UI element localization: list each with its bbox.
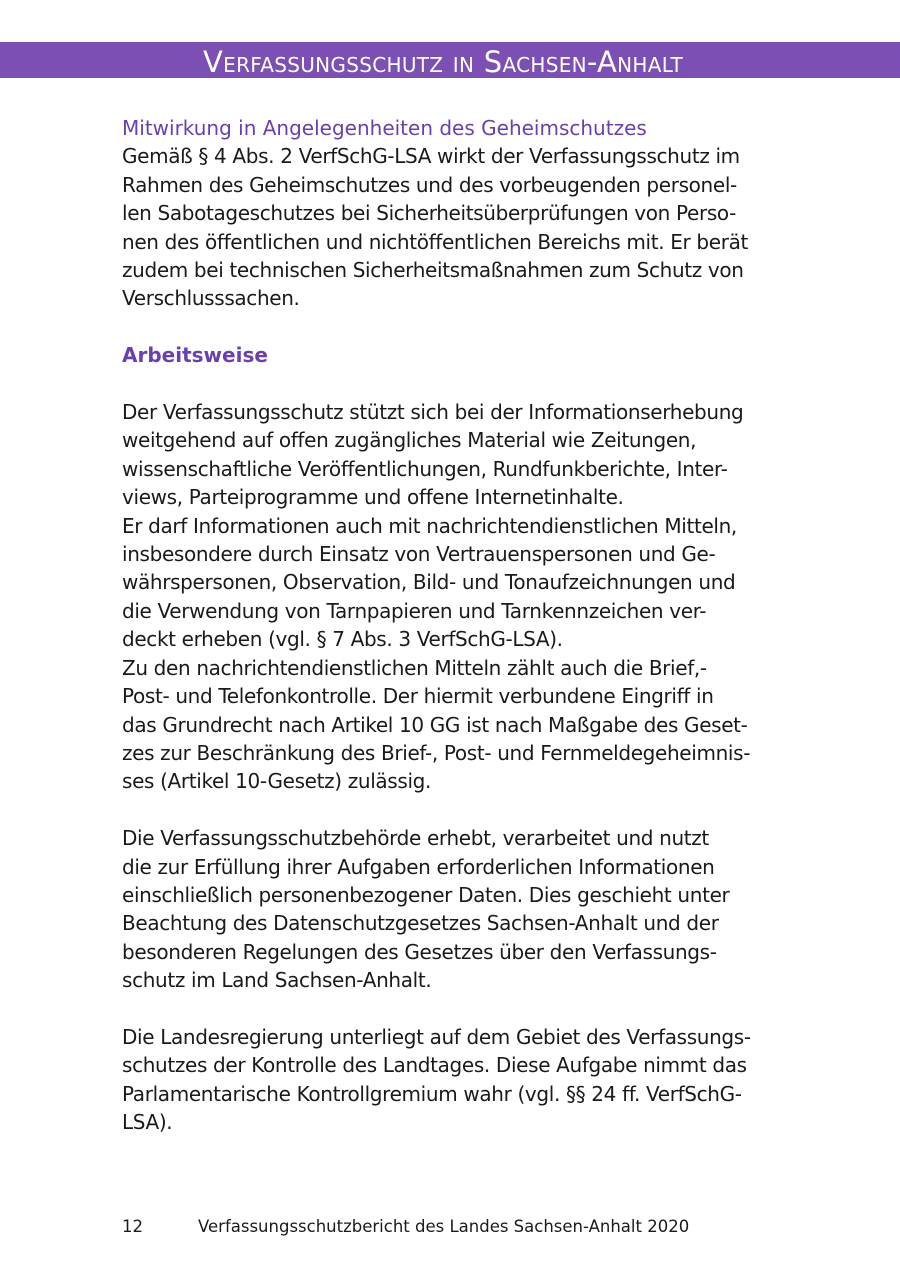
text-line: die zur Erfüllung ihrer Aufgaben erforderlichen Informationen (122, 854, 715, 879)
text-line: len Sabotageschutzes bei Sicherheitsüberprüfungen von Perso- (122, 201, 737, 226)
text-line: Parlamentarische Kontrollgremium wahr (vgl. §§ 24 ff. VerfSchG- (122, 1081, 742, 1106)
text-line: Gemäß § 4 Abs. 2 VerfSchG-LSA wirkt der Verfassungsschutz im (122, 144, 740, 169)
text-line: das Grundrecht nach Artikel 10 GG ist nach Maßgabe des Geset- (122, 712, 748, 737)
paragraph-gap (122, 796, 792, 824)
main-content (122, 114, 792, 1137)
section-heading-arbeitsweise: Arbeitsweise (122, 343, 268, 368)
text-line: Rahmen des Geheimschutzes und des vorbeugenden personel- (122, 172, 737, 197)
text-line: besonderen Regelungen des Gesetzes über den Verfassungs- (122, 939, 717, 964)
text-line: Post- und Telefonkontrolle. Der hiermit verbundene Eingriff in (122, 684, 714, 709)
text-line: einschließlich personenbezogener Daten. Dies geschieht unter (122, 882, 730, 907)
text-line: Verschlusssachen. (122, 286, 300, 311)
page-title: Verfassungsschutz in Sachsen-Anhalt (203, 45, 683, 79)
text-line: Beachtung des Datenschutzgesetzes Sachsen-Anhalt und der (122, 911, 719, 936)
text-line: ses (Artikel 10-Gesetz) zulässig. (122, 769, 432, 794)
paragraph-gap (122, 313, 792, 341)
text-line: Zu den nachrichtendienstlichen Mitteln zählt auch die Brief,- (122, 655, 707, 680)
text-line: views, Parteiprogramme und offene Internetinhalte. (122, 485, 624, 510)
text-line: LSA). (122, 1110, 173, 1135)
paragraph-datenverarbeitung (122, 824, 792, 994)
text-line: Die Landesregierung unterliegt auf dem Gebiet des Verfassungs- (122, 1024, 751, 1049)
text-line: zudem bei technischen Sicherheitsmaßnahmen zum Schutz von (122, 258, 744, 283)
paragraph-kontrolle (122, 1023, 792, 1137)
text-line: Die Verfassungsschutzbehörde erhebt, verarbeitet und nutzt (122, 826, 709, 851)
header-band (0, 42, 900, 78)
text-line: nen des öffentlichen und nichtöffentlichen Bereichs mit. Er berät (122, 229, 748, 254)
paragraph-informationserhebung (122, 398, 792, 796)
text-line: schutz im Land Sachsen-Anhalt. (122, 968, 432, 993)
paragraph-gap (122, 995, 792, 1023)
section-heading-geheimschutz: Mitwirkung in Angelegenheiten des Geheimschutzes (122, 116, 647, 140)
text-line: wissenschaftliche Veröffentlichungen, Rundfunkberichte, Inter- (122, 456, 728, 481)
paragraph-gap (122, 370, 792, 398)
text-line: Er darf Informationen auch mit nachrichtendienstlichen Mitteln, (122, 513, 737, 538)
text-line: insbesondere durch Einsatz von Vertrauenspersonen und Ge- (122, 542, 716, 567)
page-footer (122, 1216, 689, 1238)
text-line: Der Verfassungsschutz stützt sich bei der Informationserhebung (122, 400, 744, 425)
text-line: währspersonen, Observation, Bild- und Tonaufzeichnungen und (122, 570, 736, 595)
text-line: deckt erheben (vgl. § 7 Abs. 3 VerfSchG-LSA). (122, 627, 563, 652)
text-line: schutzes der Kontrolle des Landtages. Diese Aufgabe nimmt das (122, 1053, 747, 1078)
page-number: 12 (122, 1217, 143, 1236)
text-line: zes zur Beschränkung des Brief-, Post- und Fernmeldegeheimnis- (122, 740, 751, 765)
paragraph-geheimschutz (122, 142, 792, 312)
publication-title: Verfassungsschutzbericht des Landes Sachsen-Anhalt 2020 (198, 1217, 690, 1236)
text-line: die Verwendung von Tarnpapieren und Tarnkennzeichen ver- (122, 598, 707, 623)
text-line: weitgehend auf offen zugängliches Material wie Zeitungen, (122, 428, 697, 453)
